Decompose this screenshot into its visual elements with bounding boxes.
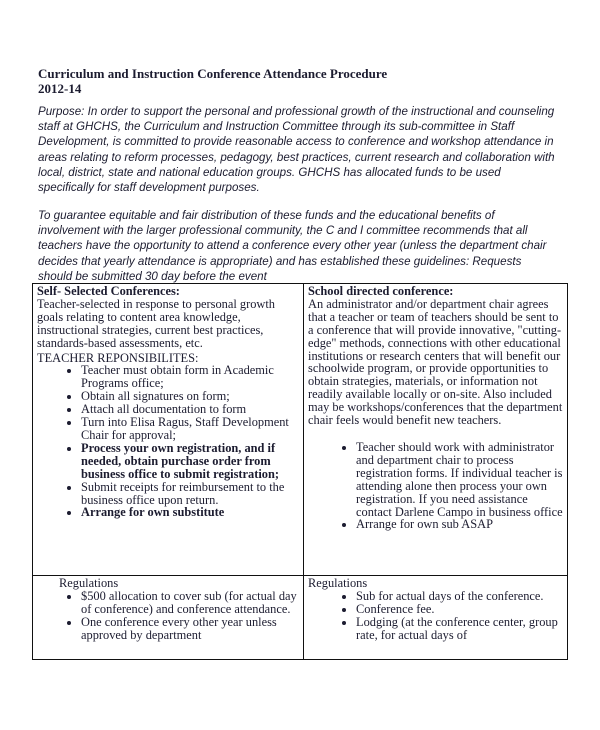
list-item: • Arrange for own sub ASAP — [356, 518, 563, 531]
right-heading: School directed conference: — [308, 284, 454, 298]
right-regulations-label: Regulations — [308, 576, 368, 590]
title-line: Curriculum and Instruction Conference Attendance Procedure — [38, 66, 388, 81]
school-directed-cell — [304, 284, 568, 576]
left-regulations-label: Regulations — [59, 576, 119, 590]
list-item: • Teacher should work with administrator and department chair to process registration forms. If individual teacher is attending alone then process your own registration. If you need assistance contact Darlene Campo in business office — [356, 441, 563, 518]
responsibility-list — [37, 364, 299, 519]
list-item: • Process your own registration, and if needed, obtain purchase order from business office to submit registration; — [81, 442, 299, 481]
list-item: • One conference every other year unless approved by department — [81, 616, 299, 642]
purpose-paragraph: Purpose: In order to support the personal and professional growth of the instructional and counseling staff at GHCHS, the Curriculum and Instruction Committee through its sub-committee in Staff Development, is committed to provide reasonable access to conference and workshop attendance in areas relating to reform processes, pedagogy, best practices, current research and collaboration with local, district, state and national education groups. GHCHS has allocated funds to be used specifically for staff development purposes. — [38, 105, 555, 195]
right-regulations-list — [308, 590, 563, 642]
list-item: • Arrange for own substitute — [81, 506, 299, 519]
list-item: • Attach all documentation to form — [81, 403, 299, 416]
list-item: • Conference fee. — [356, 603, 563, 616]
left-regulations-list — [37, 590, 299, 642]
list-item: • Sub for actual days of the conference. — [356, 590, 563, 603]
list-item: • Turn into Elisa Ragus, Staff Development Chair for approval; — [81, 416, 299, 442]
left-regulations-cell — [33, 576, 304, 660]
title-year: 2012-14 — [38, 81, 82, 96]
self-selected-cell — [33, 284, 304, 576]
conference-table — [32, 283, 568, 660]
list-item: • Obtain all signatures on form; — [81, 390, 299, 403]
left-description: Teacher-selected in response to personal growth goals relating to content area knowledge, instructional strategies, current best practices, standards-based assessments, etc. — [37, 296, 275, 350]
guidelines-paragraph: To guarantee equitable and fair distribution of these funds and the educational benefits of involvement with the larger professional community, the C and I committee recommends that all teachers have the opportunity to attend a conference every other year (unless the department chair decides that yearly attendance is appropriate) and has established these guidelines: Requests should be submitted 30 day before the event — [38, 209, 547, 283]
document-title — [38, 66, 387, 96]
right-description: An administrator and/or department chair agrees that a teacher or team of teachers should be sent to a conference that will provide innovative, "cutting-edge" methods, connections with other educational institutions or research centers that will benefit our schoolwide program, or provide opportunities to obtain strategies, materials, or information not readily available locally or on-site. Also included may be workshops/conferences that the department chair feels would benefit new teachers. — [308, 296, 563, 428]
left-heading: Self- Selected Conferences: — [37, 284, 180, 298]
school-directed-list — [308, 441, 563, 531]
list-item: • Teacher must obtain form in Academic Programs office; — [81, 364, 299, 390]
right-regulations-cell — [304, 576, 568, 660]
list-item: • Lodging (at the conference center, group rate, for actual days of — [356, 616, 563, 642]
list-item: • Submit receipts for reimbursement to the business office upon return. — [81, 481, 299, 507]
list-item: • $500 allocation to cover sub (for actual day of conference) and conference attendance. — [81, 590, 299, 616]
left-subheading: TEACHER REPONSIBILITES: — [37, 350, 199, 365]
